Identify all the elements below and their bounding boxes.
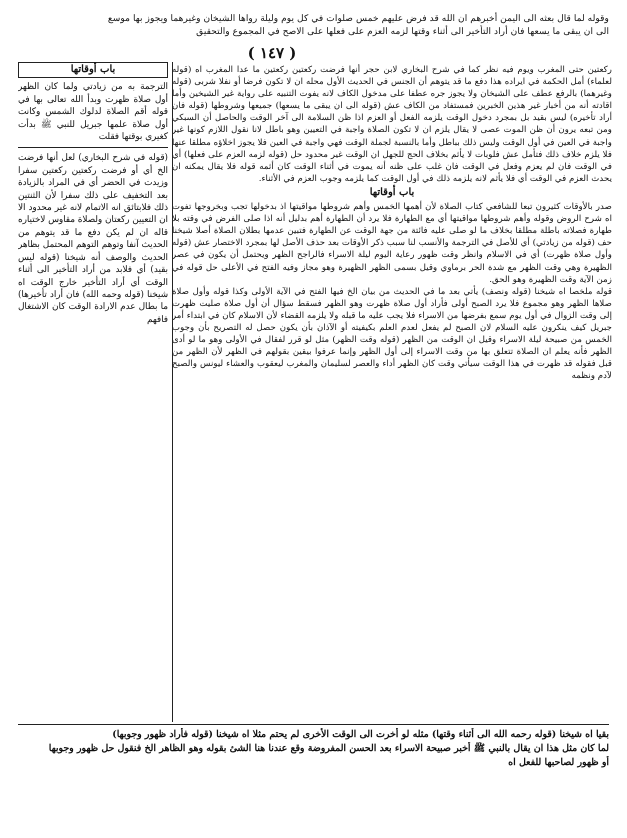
page-footer [18,728,609,828]
main-paragraph: ركعتين حتى المغرب ويوم فيه نظر كما في شرح البخاري لابن حجر أنها فرضت ركعتين ركعتين ما عدا المغرب اه (قوله لعلماء) أمل الحكمة في ايراده هذا دفع ما قد يتوهم أن الجنس في الحديث الأول محله ان لا تكون فرضا أو نفلا شربى (قوله وغيرهما) بالرفع عطف على الشيخان ولا يجوز جره عطفا على مدخول الكاف لانه يفوت التنبيه على رواية غير الشيخين وأما اقادته أنه من أخبار غير هذين الخبرين فمستفاد من الكاف عش (قوله الى ان يبقى ما يسعها) جميعها وشروطها (قوله فان أراد تأخيره) ليس بقيد بل بمجرد دخول الوقت يلزمه الفعل أو العزم اذا ظن السلامة الى آخر الوقت والحاصل أن السبكي ومن تبعه يرون أن ظن الموت عصى لا يقال يلزم ان لا تكون الصلاة واجبة في التعيين وهو باطل لانا نقول اللازم كونها غير واجبة في العين في أول الوقت وليس ذلك بباطل وأما بالنسبة لجملة الوقت فهي واجبة في العين فلا يجوز اخلاؤه مطلقا عنها فلا يلزم خلاف ذلك فتأمل عش فلوبات لا يأثم بخلاف الحج للجهل ان الوقت غير محدود حل (قوله لزمه العزم على فعلها) أي في الوقت فان لم يعزم وفعل في الوقت فان غلب على ظنه أنه يموت في أثناء الوقت كان أثمه قوله فلا يقال يمكنه ان يحدث العزم في الوقت أي فلا يأثم لانه يلزمه ذلك في أول الوقت كما يلزمه وجوب العزم في الأثناء. [172,65,612,184]
sidebar-paragraph: الترجمة به من زيادتي ولما كان الظهر أول صلاة ظهرت وبدأ الله تعالى بها في قوله أقم الصلاة لدلوك الشمس وكانت أول صلاة علمها جبريل للنبي ﷺ بدأت كغيري بوقتها فقلت [18,82,168,143]
sidebar-column [18,62,173,722]
main-text-column [172,64,612,714]
sidebar-divider [18,147,168,148]
footer-line: بقيا اه شيخنا (قوله رحمه الله الى أثناء وقتها) مثله لو أخرت الى الوقت الأخرى لم يحتم مثلا اه شيخنا (قوله فأراد ظهور وجوبها) [112,729,609,740]
page-number: ( ١٤٧ ) [247,44,297,62]
footer-divider [18,724,609,725]
header-line: وقوله لما قال بعثه الى اليمن أخبرهم ان الله قد فرض عليهم خمس صلوات في كل يوم وليلة رواها الشيخان وغيرهما ويجوز بها موسع [107,13,609,24]
header-line: الى ان يبقى ما يسعها فان أراد التأخير الى أثناء وقتها لزمه العزم على فعلها على الاصح في المجموع والتحقيق [196,26,609,37]
footer-line: أو ظهور لصاحبها للفعل اه [508,757,609,768]
sidebar-paragraph: (قوله في شرح البخاري) لعل أنها فرضت الخ أي أو فرضت ركعتين ركعتين سفرا وزيدت في الحضر أي في المراد بالزيادة بعد التخفيف على ذلك سفرا لأن الثنتين ذلك فلابتائق انه الاتمام لانه غير محدود الا ان التعيين ركعتان ولصلاة مقاوس لاختياره قاله ان لم يكن دفع ما قد يتوهم من الحديث آنفا وتوهم التوهم المحتمل بظاهر الحديث والوصف أنه شيخنا (قوله ليس بقيد) أي فلابد من أراد التأخير الى أثناء الوقت أي أراد التأخير خارج الوقت اه شيخنا (قوله وحمه الله) فان أراد تأخيرها) ما بطال عدم الارادة الوقت كان الاشتغال فافهم [18,153,168,325]
section-title: باب أوقاتها [369,186,415,198]
main-paragraph: صدر بالأوقات كثيرون تبعا للشافعي كتاب الصلاة لأن أهمها الخمس وأهم شروطها مواقيتها اذ بدخولها تجب وبخروجها تفوت اه شرح الروض وقوله وأهم شروطها مواقيتها أي مع الطهارة فلا يرد أن الطهارة أهم بدليل أنه اذا صلى الفرض في وقته بلا طهارة فصلاته باطلة مطلقا بخلاف ما لو صلى عليه فائتة من جهة الوقت عن الطهارة فتبين عدمها بطلان الصلاة أصلا شيخنا حف (قوله من زيادتي) أي للأصل في الترجمة والأنسب لنا سبب ذكر الأوقات بعد حذف الأصل لها بمجرد الاختصار عش (قوله وأول صلاة ظهرت) أي في الاسلام وانظر وقت ظهور رعاية اليوم ليلة الاسراء فالراجح الظهر ويحتمل أن يكون في عصر الظهيرة وهي وقت الظهر مع شدة الحر برماوي وقيل بسمى الظهر الظهيرة وهو مجاز وفيه الفتح في الأعلى حل قوله في زمن الآية وقت الظهيرة وهو الحق. [172,202,612,285]
main-paragraph: قوله ملخصا اه شيخنا (قوله ونصف) يأتي بعد ما في الحديث من بيان الخ فيها الفتح في الآية الأولى وكذا قوله وأول صلاة صلاها الظهر وهو مجموع فلا يرد الصبح أولى فأراد أول صلاة ظهرت وهو الظهر فسقط سؤال أن أول صلاة صليت ظهرت إلى وقت الزوال في أول يوم سمع بفرضها من الاسراء فلا يجب عليه ما قبله ولا يلزمه القضاء لأن الاسلام كان في ابتداء أمر جبريل كيف ينكرون عليه السلام لان الصبح لم يفعل لعدم العلم بكيفيته أو الآذان بأن يكون حصل له التصريح بأن وجوب الخمس من صبيحة ليلة الاسراء وقيل ان الوقت من الظهر (قوله وقت الظهر) مثل لو قرر لفقال في الأولى وهو ما لو أدى الظهر فأنه يعلم ان الصلاة تتعلق بها من وقت الاسراء إلى أول الظهر وإنما عرفوا بيقين بقولهم في الظهر لأن الظهر من قبل فقوله قد ظهرت في هذا الوقت سيأتي وقت كان الظهر أداء والعصر لسليمان والمغرب ليعقوب والعشاء ليونس والصبح لآدم ونظمه [172,286,612,382]
sidebar-header: باب أوقاتها [18,62,168,78]
footer-line: لما كان مثل هذا ان يقال بالنبي ﷺ أخبر صبيحة الاسراء بعد الحسن المفروضة وقع عندنا هنا الشئ بقوله وهو الظاهر الخ فنقول حل ظهور وجوبها [48,743,609,754]
